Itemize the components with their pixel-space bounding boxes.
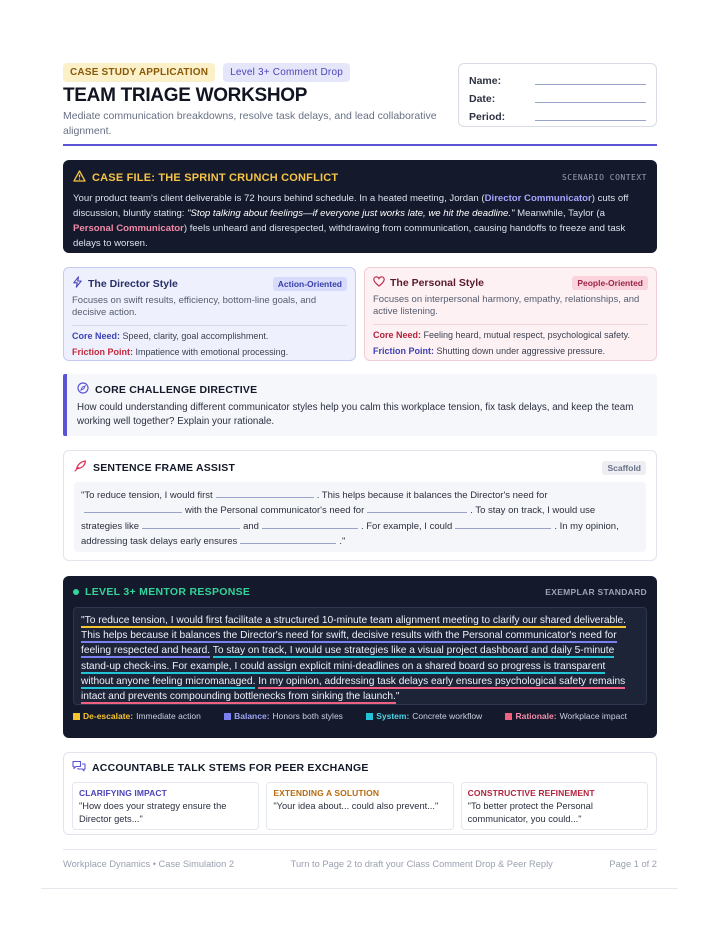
case-file-body: [73, 191, 647, 251]
personal-card-heading: [373, 276, 484, 290]
balance-sentence: This helps because it balances the Director's need for swift, decisive results with the Personal communicator's need for feeling respected and heard.: [81, 630, 617, 657]
talk-stems-panel: [63, 752, 657, 835]
legend-rationale: [505, 711, 627, 721]
level-tag: Level 3+ Comment Drop: [223, 63, 350, 82]
name-label: Name:: [469, 75, 502, 87]
case-file-panel: [63, 160, 657, 253]
period-row: [469, 105, 646, 123]
legend-key: De-escalate:: [83, 711, 134, 721]
yellow-swatch-icon: [73, 713, 80, 720]
jordan-quote: "Stop talking about feelings—if everyone just works late, we hit the deadline.": [187, 208, 515, 219]
friction-point-text: Impatience with emotional processing.: [135, 347, 289, 357]
blank-4[interactable]: [142, 519, 240, 529]
talk-stems-title: ACCOUNTABLE TALK STEMS FOR PEER EXCHANGE: [92, 761, 369, 774]
worksheet-page: [63, 62, 657, 869]
personal-core-need: [373, 330, 648, 340]
frame-text-5: and: [243, 520, 259, 532]
friction-point-text: Shutting down under aggressive pressure.: [436, 346, 606, 356]
period-field[interactable]: [535, 112, 646, 121]
blank-5[interactable]: [262, 519, 358, 529]
legend-text: Honors both styles: [272, 711, 343, 721]
action-oriented-badge: Action-Oriented: [273, 277, 347, 291]
blank-2[interactable]: [84, 503, 182, 513]
blank-1[interactable]: [216, 488, 314, 498]
stem-text: "To better protect the Personal communicator, you could...": [467, 801, 593, 824]
personal-style-card: [364, 267, 657, 361]
director-style-card: [63, 267, 356, 361]
personal-card-title: The Personal Style: [390, 277, 484, 289]
personal-friction-point: [373, 346, 648, 356]
stem-text: "Your idea about... could also prevent...": [273, 801, 439, 811]
name-field[interactable]: [535, 76, 646, 85]
date-row: [469, 87, 646, 105]
exemplar-response-text: [73, 607, 647, 705]
bottom-divider: [41, 888, 678, 889]
exemplar-standard-label: EXEMPLAR STANDARD: [545, 587, 647, 597]
footer-instruction: Turn to Page 2 to draft your Class Comment Drop & Peer Reply: [290, 858, 553, 869]
system-sentence: To stay on track, I would use strategies like a visual project dashboard and daily 5-minute stand-up check-ins. For example, I could assign explicit mini-deadlines on a shared board so progress is transparent without anyone feeling micromanaged.: [81, 645, 615, 687]
worksheet-header: [63, 62, 657, 146]
frame-text-4: . To stay on track, I would use strategies like: [81, 505, 596, 532]
director-core-need: [72, 331, 347, 341]
legend-deescalate: [73, 711, 201, 721]
director-card-title: The Director Style: [88, 277, 178, 290]
frame-text-3: with the Personal communicator's need for: [185, 505, 365, 517]
stem-card: [72, 782, 259, 830]
director-communicator-term: Director Communicator: [484, 193, 592, 204]
personal-card-description: Focuses on interpersonal harmony, empathy, relationships, and active listening.: [373, 294, 648, 325]
case-text-2: ) cuts off discussion, bluntly stating:: [73, 193, 629, 219]
footer-course: Workplace Dynamics • Case Simulation 2: [63, 858, 235, 869]
core-need-text: Speed, clarity, goal accomplishment.: [122, 331, 269, 341]
heart-icon: [373, 276, 385, 290]
case-text-3: Meanwhile, Taylor (a: [514, 208, 605, 219]
frame-text-8: .": [339, 535, 346, 547]
sentence-frame-text: [74, 482, 646, 552]
case-file-title: CASE FILE: THE SPRINT CRUNCH CONFLICT: [92, 171, 339, 184]
stem-category: CLARIFYING IMPACT: [79, 788, 167, 798]
director-card-heading: [72, 276, 178, 291]
directive-question: How could understanding different communicator styles help you calm this workplace tension, fix task delays, and keep the team working well together? Explain your rationale.: [77, 402, 634, 427]
name-row: [469, 69, 646, 87]
legend-key: Balance:: [234, 711, 270, 721]
feather-icon: [74, 460, 87, 475]
page-number: Page 1 of 2: [609, 858, 657, 869]
legend-text: Immediate action: [136, 711, 201, 721]
directive-heading: [77, 382, 647, 397]
frame-text-1: "To reduce tension, I would first: [81, 490, 213, 501]
lightning-icon: [72, 276, 83, 291]
blank-6[interactable]: [455, 519, 551, 529]
date-label: Date:: [469, 93, 496, 105]
compass-icon: [77, 382, 89, 397]
legend-balance: [224, 711, 343, 721]
date-field[interactable]: [535, 94, 646, 103]
style-cards: [63, 267, 657, 361]
sentence-frame-title: SENTENCE FRAME ASSIST: [93, 461, 236, 474]
legend-key: System:: [376, 711, 410, 721]
legend-text: Workplace impact: [559, 711, 627, 721]
core-challenge-directive: [63, 374, 657, 436]
chat-bubbles-icon: [72, 760, 86, 775]
core-need-text: Feeling heard, mutual respect, psychological safety.: [423, 330, 630, 340]
friction-point-label: Friction Point:: [373, 346, 434, 356]
deescalate-sentence: "To reduce tension, I would first facilitate a structured 10-minute team alignment meeting to clarify our shared deliverable.: [81, 615, 626, 626]
case-study-tag: CASE STUDY APPLICATION: [63, 63, 215, 82]
director-friction-point: [72, 347, 347, 357]
highlight-legend: [73, 711, 647, 721]
sentence-frame-panel: [63, 450, 657, 561]
stem-card: [266, 782, 453, 830]
pink-swatch-icon: [505, 713, 512, 720]
purple-swatch-icon: [224, 713, 231, 720]
mentor-response-panel: [63, 576, 657, 738]
case-file-heading: [73, 170, 338, 185]
status-dot-icon: [73, 589, 79, 595]
mentor-response-title: LEVEL 3+ MENTOR RESPONSE: [85, 586, 251, 598]
case-text-1: Your product team's client deliverable is 72 hours behind schedule. In a heated meeting, Jordan (: [73, 193, 485, 204]
scenario-context-label: SCENARIO CONTEXT: [561, 173, 647, 182]
talk-stems-heading: [72, 760, 648, 775]
core-need-label: Core Need:: [373, 330, 422, 340]
core-need-label: Core Need:: [72, 331, 121, 341]
stem-category: CONSTRUCTIVE REFINEMENT: [467, 788, 595, 798]
personal-communicator-term: Personal Communicator: [73, 223, 184, 234]
people-oriented-badge: People-Oriented: [572, 276, 648, 290]
page-footer: [63, 849, 657, 877]
friction-point-label: Friction Point:: [72, 347, 133, 357]
cyan-swatch-icon: [366, 713, 373, 720]
scaffold-badge: Scaffold: [602, 461, 646, 475]
blank-7[interactable]: [240, 534, 336, 544]
warning-icon: [73, 170, 86, 185]
legend-system: [366, 711, 482, 721]
closing-quote: ": [395, 691, 400, 703]
directive-title: CORE CHALLENGE DIRECTIVE: [95, 383, 258, 396]
director-card-description: Focuses on swift results, efficiency, bottom-line goals, and decisive action.: [72, 295, 347, 326]
frame-text-6: . For example, I could: [360, 520, 453, 532]
stem-card: [461, 782, 648, 830]
frame-text-2: . This helps because it balances the Director's need for: [316, 490, 548, 501]
sentence-frame-heading: [74, 460, 235, 475]
page-subtitle: Mediate communication breakdowns, resolve task delays, and lead collaborative alignment.: [63, 110, 437, 137]
student-info-box: [458, 63, 657, 127]
page-title: TEAM TRIAGE WORKSHOP: [63, 85, 308, 106]
header-tags: [63, 63, 350, 82]
mentor-response-heading: [73, 586, 250, 598]
period-label: Period:: [469, 111, 506, 123]
legend-key: Rationale:: [515, 711, 557, 721]
talk-stems-list: [72, 782, 648, 830]
blank-3[interactable]: [367, 503, 467, 513]
stem-text: "How does your strategy ensure the Director gets...": [79, 801, 227, 824]
legend-text: Concrete workflow: [412, 711, 483, 721]
frame-text-7: . In my opinion, addressing task delays early ensures: [81, 520, 619, 547]
rationale-sentence: In my opinion, addressing task delays early ensures psychological safety remains intact and prevents compounding bottlenecks from sinking the launch.: [81, 675, 626, 703]
case-text-4: ) feels unheard and disrespected, withdrawing from communication, causing handoffs to freeze and task delays to worsen.: [73, 223, 626, 249]
stem-category: EXTENDING A SOLUTION: [273, 788, 380, 798]
